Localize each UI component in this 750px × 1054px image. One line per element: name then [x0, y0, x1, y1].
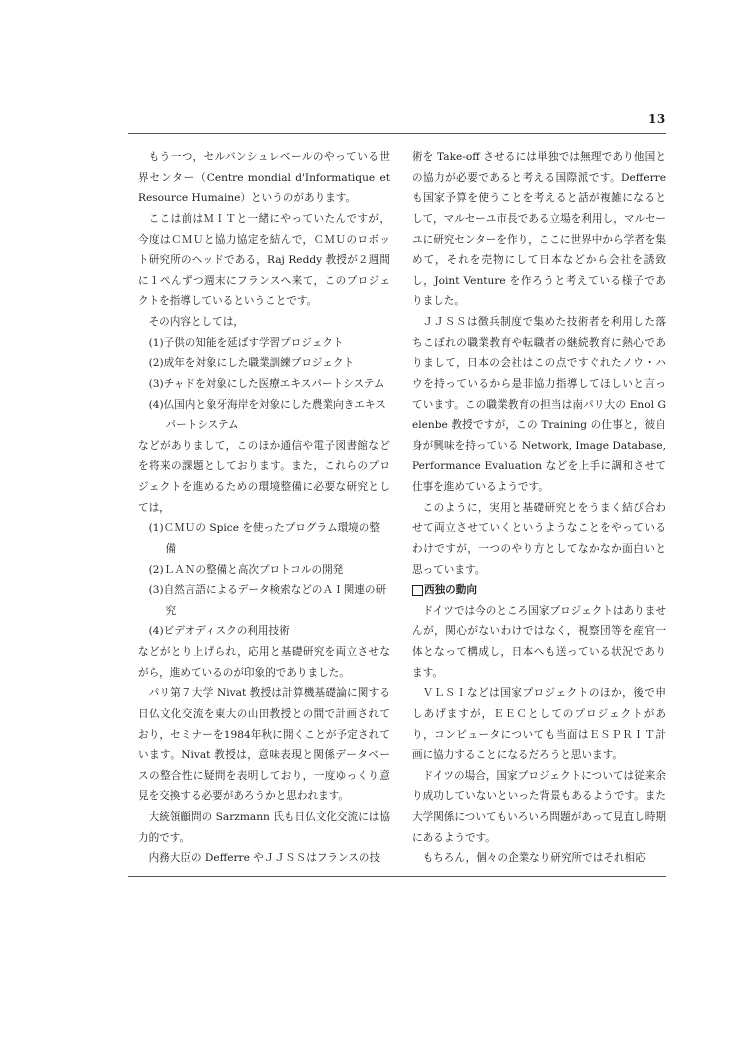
top-rule [128, 133, 666, 134]
paragraph: などがとり上げられ，応用と基礎研究を両立させながら，進めているのが印象的でありました。 [138, 646, 390, 679]
paragraph: パリ第７大学 Nivat 教授は計算機基礎論に関する日仏文化交流を東大の山田教授との間で計画されており，セミナーを1984年秋に開くことが予定されています。Nivat 教授は，意味表現と関係データベースの整合性に疑問を表明しており，一度ゆっくり意見を交換する必要があろうかと思われます。 [138, 687, 390, 803]
bottom-rule [128, 876, 666, 877]
left-column [138, 147, 390, 869]
paragraph: 大統領顧問の Sarzmann 氏も日仏文化交流には協力的です。 [138, 811, 390, 844]
paragraph: ＶＬＳＩなどは国家プロジェクトのほか，後で申しあげますが，ＥＥＣとしてのプロジェクトがあり，コンピュータについても当面はＥＳＰＲＩＴ計画に協力することになるだろうと思います。 [412, 687, 666, 762]
right-column [412, 147, 666, 869]
paragraph: ドイツでは今のところ国家プロジェクトはありませんが，関心がないわけではなく，視察団等を産官一体となって構成し，日本へも送っている状況であります。 [412, 604, 666, 679]
square-bullet-icon [412, 585, 423, 596]
list-item: (1)ＣＭＵの Spice を使ったプログラム環境の整備 [148, 522, 380, 555]
paragraph: などがありまして，このほか通信や電子図書館などを将来の課題としております。また，これらのプロジェクトを進めるための環境整備に必要な研究としては， [138, 439, 390, 514]
paragraph: もう一つ，セルバンシュレベールのやっている世界センター（Centre mondial d'Informatique et Resource Humaine）というのがあります。 [138, 151, 390, 205]
list-item: (1)子供の知能を延ばす学習プロジェクト [148, 336, 344, 349]
page-number: 13 [648, 112, 666, 126]
paragraph: その内容としては， [148, 316, 244, 328]
list-item: (2)成年を対象にした職業訓練プロジェクト [148, 357, 355, 370]
section-heading [412, 580, 666, 601]
paragraph: もちろん，個々の企業なり研究所ではそれ相応 [422, 852, 646, 865]
paragraph: 内務大臣の Defferre やＪＪＳＳはフランスの技 [148, 852, 381, 865]
paragraph: 術を Take-off させるには単独では無理であり他国との協力が必要であると考える国際派です。Defferre も国家予算を使うことを考えると話が複雑になるとして，マルセーユ市長である立場を利用し，マルセーユに研究センターを作り，ここに世界中から学者を集めて，それを売物にして日本などから会社を誘致し，Joint Venture を作ろうと考えている様子でありました。 [412, 151, 666, 308]
paragraph: ＪＪＳＳは徴兵制度で集めた技術者を利用した落ちこぼれの職業教育や転職者の継続教育に熱心でありまして，日本の会社はこの点ですぐれたノウ・ハウを持っているから是非協力指導してほしいと言っています。この職業教育の担当は南パリ大の Enol Gelenbe 教授ですが，この Training の仕事と，彼自身が興味を持っている Network, Image Database, Performance Evaluation などを上手に調和させて仕事を進めているようです。 [412, 316, 666, 493]
list-item: (4)仏国内と象牙海岸を対象にした農業向きエキスパートシステム [148, 398, 386, 432]
section-heading-text: 西独の動向 [424, 584, 477, 597]
list-item: (3)自然言語によるデータ検索などのＡＩ関連の研究 [148, 584, 387, 617]
paragraph: ドイツの場合，国家プロジェクトについては従来余り成功していないといった背景もあるようです。また大学関係についてもいろいろ問題があって見直し時期にあるようです。 [412, 769, 666, 844]
paragraph: ここは前はＭＩＴと一緒にやっていたんですが，今度はＣＭＵと協力協定を結んで，ＣＭＵのロボット研究所のヘッドである，Raj Reddy 教授が２週間に１ぺんずつ週末にフランスへ来て，このプロジェクトを指導しているということです。 [138, 212, 390, 308]
list-item: (3)チャドを対象にした医療エキスパートシステム [148, 377, 385, 390]
list-item: (2)ＬＡＮの整備と高次プロトコルの開発 [148, 563, 344, 576]
list-item: (4)ビデオディスクの利用技術 [148, 625, 290, 638]
paragraph: このように，実用と基礎研究とをうまく結び合わせて両立させていくというようなことをやっているわけですが，一つのやり方としてなかなか面白いと思っています。 [412, 501, 666, 576]
